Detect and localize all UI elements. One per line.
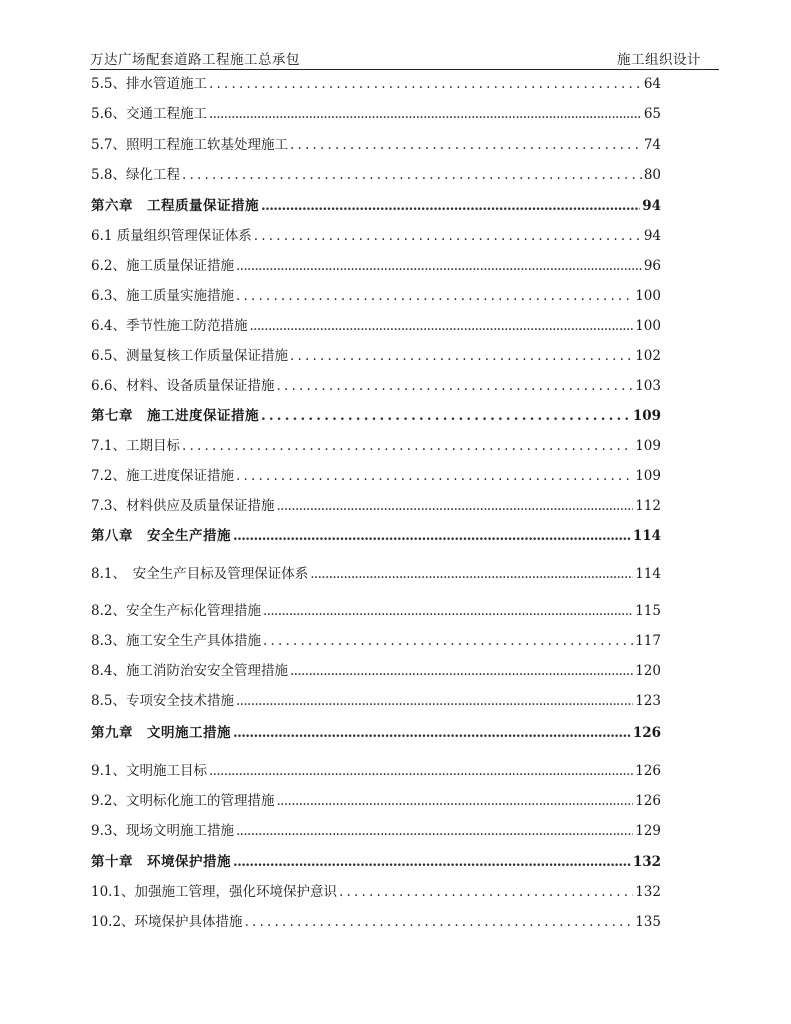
dot-leader [233,853,631,871]
dot-leader [261,197,640,215]
toc-page-number: 132 [635,884,661,900]
dot-leader [209,105,642,123]
toc-entry-row [91,563,661,583]
toc-page-number: 123 [635,693,661,709]
dot-leader [276,497,633,515]
toc-entry-row [91,225,661,245]
dot-leader [233,724,631,742]
toc-entry-label: 8.4、施工消防治安安全管理措施 [91,663,288,679]
dot-leader [182,437,633,455]
toc-chapter-row [91,405,661,425]
toc-entry-label: 8.1、 安全生产目标及管理保证体系 [91,566,309,582]
toc-page-number: 65 [643,106,661,122]
toc-entry-label: 6.4、季节性施工防范措施 [91,318,248,334]
toc-entry-row [91,345,661,365]
dot-leader [249,317,633,335]
toc-entry-label: 第八章 安全生产措施 [91,528,231,544]
toc-entry-row [91,760,661,780]
toc-page-number: 126 [632,725,661,741]
toc-entry-row [91,134,661,154]
toc-page-number: 103 [635,378,661,394]
toc-entry-row [91,164,661,184]
toc-entry-row [91,790,661,810]
toc-page-number: 126 [635,793,661,809]
dot-leader [290,347,633,365]
toc-page-number: 94 [642,198,661,214]
toc-entry-label: 6.5、测量复核工作质量保证措施 [91,348,288,364]
toc-entry-label: 6.1 质量组织管理保证体系 [91,228,252,244]
toc-entry-row [91,630,661,650]
dot-leader [236,287,633,305]
toc-entry-label: 5.7、照明工程施工软基处理施工 [91,137,288,153]
toc-page-number: 132 [632,854,661,870]
toc-entry-label: 第九章 文明施工措施 [91,725,231,741]
toc-page-number: 94 [643,228,661,244]
toc-entry-label: 9.1、文明施工目标 [91,763,207,779]
dot-leader [254,227,642,245]
dot-leader [245,913,634,931]
toc-page-number: 102 [635,348,661,364]
toc-entry-row [91,660,661,680]
toc-entry-label: 7.3、材料供应及质量保证措施 [91,498,275,514]
dot-leader [276,792,633,810]
toc-chapter-row [91,195,661,215]
dot-leader [339,883,633,901]
toc-entry-row [91,255,661,275]
toc-page-number: 129 [635,823,661,839]
toc-entry-row [91,881,661,901]
toc-page-number: 112 [635,498,661,514]
toc-chapter-row [91,851,661,871]
toc-page-number: 100 [635,288,661,304]
toc-entry-label: 第十章 环境保护措施 [91,854,231,870]
dot-leader [182,166,642,184]
dot-leader [290,136,642,154]
toc-entry-label: 6.6、材料、设备质量保证措施 [91,378,275,394]
toc-entry-label: 8.5、专项安全技术措施 [91,693,234,709]
toc-page-number: 100 [635,318,661,334]
toc-page-number: 80 [643,167,661,183]
dot-leader [236,822,633,840]
toc-entry-row [91,435,661,455]
document-title: 万达广场配套道路工程施工总承包 [90,52,300,68]
toc-entry-label: 7.1、工期目标 [91,438,180,454]
toc-page-number: 96 [643,258,661,274]
header-rule [90,69,719,70]
toc-entry-label: 9.3、现场文明施工措施 [91,823,234,839]
section-title: 施工组织设计 [617,52,701,68]
toc-page-number: 109 [635,438,661,454]
toc-page-number: 109 [632,408,661,424]
dot-leader [310,565,633,583]
toc-entry-label: 10.2、环境保护具体措施 [91,914,243,930]
dot-leader [276,377,633,395]
dot-leader [261,407,631,425]
toc-page-number: 117 [635,633,661,649]
toc-chapter-row [91,722,661,742]
dot-leader [209,762,633,780]
toc-entry-row [91,465,661,485]
toc-entry-row [91,911,661,931]
toc-page-number: 126 [635,763,661,779]
toc-entry-row [91,495,661,515]
toc-page-number: 115 [635,603,661,619]
toc-entry-row [91,73,661,93]
toc-entry-row [91,285,661,305]
dot-leader [290,662,633,680]
dot-leader [263,632,633,650]
toc-entry-label: 6.3、施工质量实施措施 [91,288,234,304]
toc-entry-label: 5.5、排水管道施工 [91,76,207,92]
toc-entry-row [91,103,661,123]
dot-leader [233,527,631,545]
toc-page-number: 114 [632,528,661,544]
toc-page-number: 135 [635,914,661,930]
toc-page-number: 109 [635,468,661,484]
toc-entry-label: 5.8、绿化工程 [91,167,180,183]
toc-entry-row [91,820,661,840]
toc-entry-label: 10.1、加强施工管理，强化环境保护意识 [91,884,338,900]
toc-page-number: 64 [643,76,661,92]
toc-entry-label: 8.2、安全生产标化管理措施 [91,603,261,619]
toc-chapter-row [91,525,661,545]
dot-leader [263,602,633,620]
toc-entry-label: 7.2、施工进度保证措施 [91,468,234,484]
toc-entry-label: 9.2、文明标化施工的管理措施 [91,793,275,809]
toc-entry-label: 6.2、施工质量保证措施 [91,258,234,274]
page-header [90,44,701,68]
toc-entry-label: 5.6、交通工程施工 [91,106,207,122]
dot-leader [236,692,633,710]
toc-entry-label: 第七章 施工进度保证措施 [91,408,259,424]
dot-leader [236,257,642,275]
dot-leader [236,467,633,485]
toc-entry-label: 第六章 工程质量保证措施 [91,198,259,214]
toc-entry-row [91,315,661,335]
toc-page-number: 120 [635,663,661,679]
toc-entry-label: 8.3、施工安全生产具体措施 [91,633,261,649]
toc-page-number: 74 [643,137,661,153]
toc-entry-row [91,375,661,395]
toc-entry-row [91,690,661,710]
toc-entry-row [91,600,661,620]
dot-leader [209,75,642,93]
toc-page-number: 114 [635,566,661,582]
